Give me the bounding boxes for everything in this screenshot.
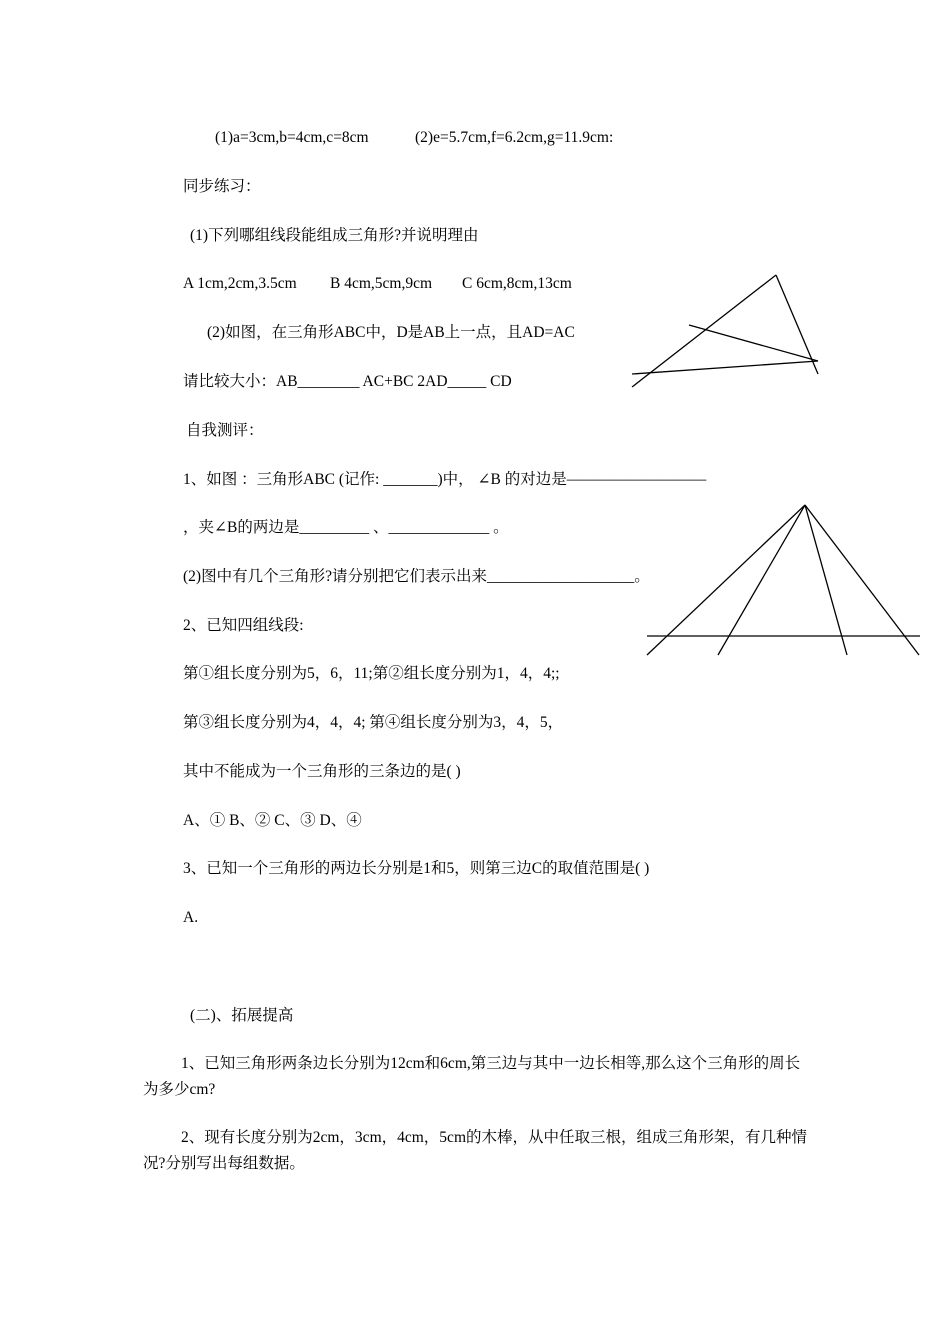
extension-q2: 2、现有长度分别为2cm，3cm，4cm，5cm的木棒，从中任取三根，组成三角形架，有几种情况?分别写出每组数据。 — [143, 1129, 807, 1172]
figure2-inner-line-2 — [805, 505, 847, 655]
figure2-right-side — [805, 505, 919, 655]
sync-practice-title: 同步练习： — [183, 178, 261, 195]
self-eval-q1-part2: ，夹∠B的两边是_________ 、_____________ 。 — [183, 519, 509, 536]
figure1-base — [632, 361, 818, 374]
option-c: C 6cm,8cm,13cm — [462, 275, 572, 292]
self-eval-q1-part3: (2)图中有几个三角形?请分别把它们表示出来___________________。 — [183, 568, 650, 585]
self-eval-q2: 2、已知四组线段: — [183, 617, 304, 634]
question-1: (1)下列哪组线段能组成三角形?并说明理由 — [190, 227, 479, 244]
self-eval-q2-options: A、① B、② C、③ D、④ — [183, 812, 362, 829]
self-eval-q3-option: A. — [183, 909, 199, 926]
self-eval-q1: 1、如图 ：三角形ABC (记作: _______)中， ∠B 的对边是————————— — [183, 471, 707, 488]
figure1-cevian — [689, 325, 818, 361]
option-a: A 1cm,2cm,3.5cm — [183, 275, 297, 292]
figure1-side-1 — [632, 275, 776, 387]
extension-q1: 1、已知三角形两条边长分别为12cm和6cm,第三边与其中一边长相等,那么这个三角形的周长为多少cm? — [143, 1055, 801, 1098]
given-lengths-1: (1)a=3cm,b=4cm,c=8cm — [215, 129, 369, 146]
self-eval-q2-group-b: 第③组长度分别为4，4，4; 第④组长度分别为3，4，5， — [183, 714, 564, 731]
self-eval-title: 自我测评： — [186, 422, 264, 439]
given-lengths-2: (2)e=5.7cm,f=6.2cm,g=11.9cm: — [415, 129, 614, 146]
option-b: B 4cm,5cm,9cm — [330, 275, 433, 292]
extension-title: (二)、拓展提高 — [190, 1007, 294, 1024]
self-eval-q3: 3、已知一个三角形的两边长分别是1和5，则第三边C的取值范围是( ) — [183, 860, 650, 877]
triangle-figure-1 — [628, 270, 828, 390]
triangle-figure-2 — [644, 502, 924, 658]
self-eval-q2-group-a: 第①组长度分别为5，6，11;第②组长度分别为1，4，4;; — [183, 665, 560, 682]
figure2-left-side — [647, 505, 805, 655]
self-eval-q2-question: 其中不能成为一个三角形的三条边的是( ) — [183, 763, 461, 780]
compare-line: 请比较大小：AB________ AC+BC 2AD_____ CD — [183, 373, 512, 390]
question-2: (2)如图，在三角形ABC中，D是AB上一点，且AD=AC — [207, 324, 575, 341]
figure2-inner-line-1 — [718, 505, 805, 655]
